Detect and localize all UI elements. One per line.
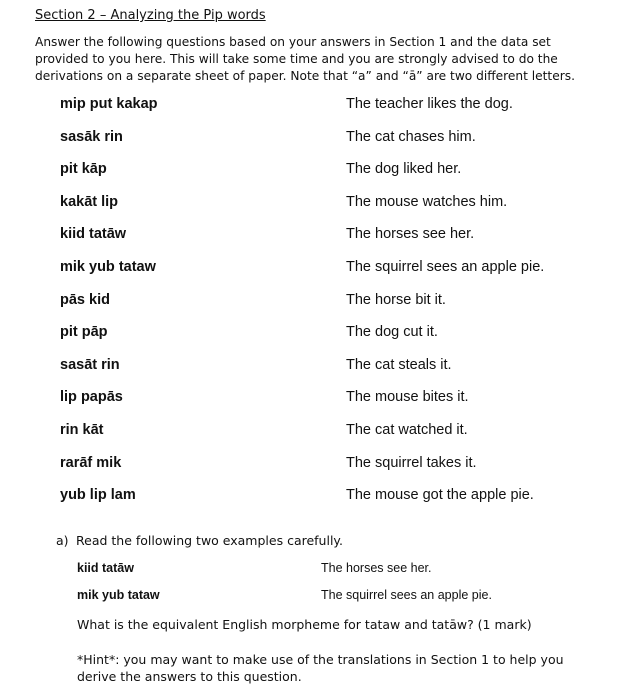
english-translation: The dog cut it. bbox=[346, 324, 438, 341]
dataset-row bbox=[0, 226, 620, 259]
example-row bbox=[0, 588, 620, 606]
pip-phrase: pit kāp bbox=[60, 161, 107, 178]
dataset-row bbox=[0, 129, 620, 162]
dataset-row bbox=[0, 161, 620, 194]
pip-phrase: sasāk rin bbox=[60, 128, 123, 145]
dataset-row bbox=[0, 487, 620, 520]
english-translation: The cat chases him. bbox=[346, 128, 476, 145]
english-translation: The horses see her. bbox=[346, 226, 475, 243]
pip-phrase: pit pāp bbox=[60, 324, 108, 341]
pip-phrase: lip papās bbox=[60, 389, 123, 406]
instructions-paragraph: Answer the following questions based on your answers in Section 1 and the data set provided to you here. This will take some time and you are strongly advised to do the derivations on a separate sheet of paper. Note that “a” and “ā” are two different letters. bbox=[35, 35, 575, 83]
pip-phrase: pās kid bbox=[60, 291, 110, 308]
example-pip: kiid tatāw bbox=[77, 561, 134, 575]
example-english: The horses see her. bbox=[321, 561, 432, 575]
dataset-row bbox=[0, 194, 620, 227]
hint-text: *Hint*: you may want to make use of the translations in Section 1 to help you derive the answers to this question. bbox=[77, 652, 564, 684]
english-translation: The teacher likes the dog. bbox=[346, 96, 513, 112]
dataset-row bbox=[0, 324, 620, 357]
question-a-marker: a) bbox=[56, 533, 69, 548]
english-translation: The mouse got the apple pie. bbox=[346, 487, 534, 504]
example-english: The squirrel sees an apple pie. bbox=[321, 588, 492, 602]
english-translation: The horse bit it. bbox=[346, 291, 446, 308]
pip-phrase: rarāf mik bbox=[60, 454, 122, 471]
english-translation: The dog liked her. bbox=[346, 161, 462, 178]
pip-phrase: sasāt rin bbox=[60, 356, 120, 373]
english-translation: The squirrel sees an apple pie. bbox=[346, 258, 545, 275]
dataset-row bbox=[0, 357, 620, 390]
english-translation: The squirrel takes it. bbox=[346, 454, 477, 471]
pip-phrase: mik yub tataw bbox=[60, 258, 156, 275]
dataset-row bbox=[0, 455, 620, 488]
dataset-row bbox=[0, 292, 620, 325]
dataset-table bbox=[0, 96, 620, 520]
question-a-prompt bbox=[56, 533, 343, 548]
pip-phrase: rin kāt bbox=[60, 421, 104, 438]
question-a-prompt-text: Read the following two examples carefully. bbox=[76, 533, 344, 548]
dataset-row bbox=[0, 422, 620, 455]
example-row bbox=[0, 561, 620, 579]
section-heading: Section 2 – Analyzing the Pip words bbox=[35, 8, 266, 23]
dataset-row bbox=[0, 389, 620, 422]
english-translation: The cat watched it. bbox=[346, 421, 468, 438]
example-pip: mik yub tataw bbox=[77, 588, 160, 602]
pip-phrase: mip put kakap bbox=[60, 96, 158, 112]
pip-phrase: kakāt lip bbox=[60, 193, 119, 210]
dataset-row bbox=[0, 96, 620, 129]
english-translation: The cat steals it. bbox=[346, 356, 452, 373]
pip-phrase: yub lip lam bbox=[60, 487, 136, 504]
english-translation: The mouse watches him. bbox=[346, 193, 508, 210]
dataset-row bbox=[0, 259, 620, 292]
english-translation: The mouse bites it. bbox=[346, 389, 469, 406]
question-a-text: What is the equivalent English morpheme for tataw and tatāw? (1 mark) bbox=[77, 617, 532, 632]
pip-phrase: kiid tatāw bbox=[60, 226, 127, 243]
